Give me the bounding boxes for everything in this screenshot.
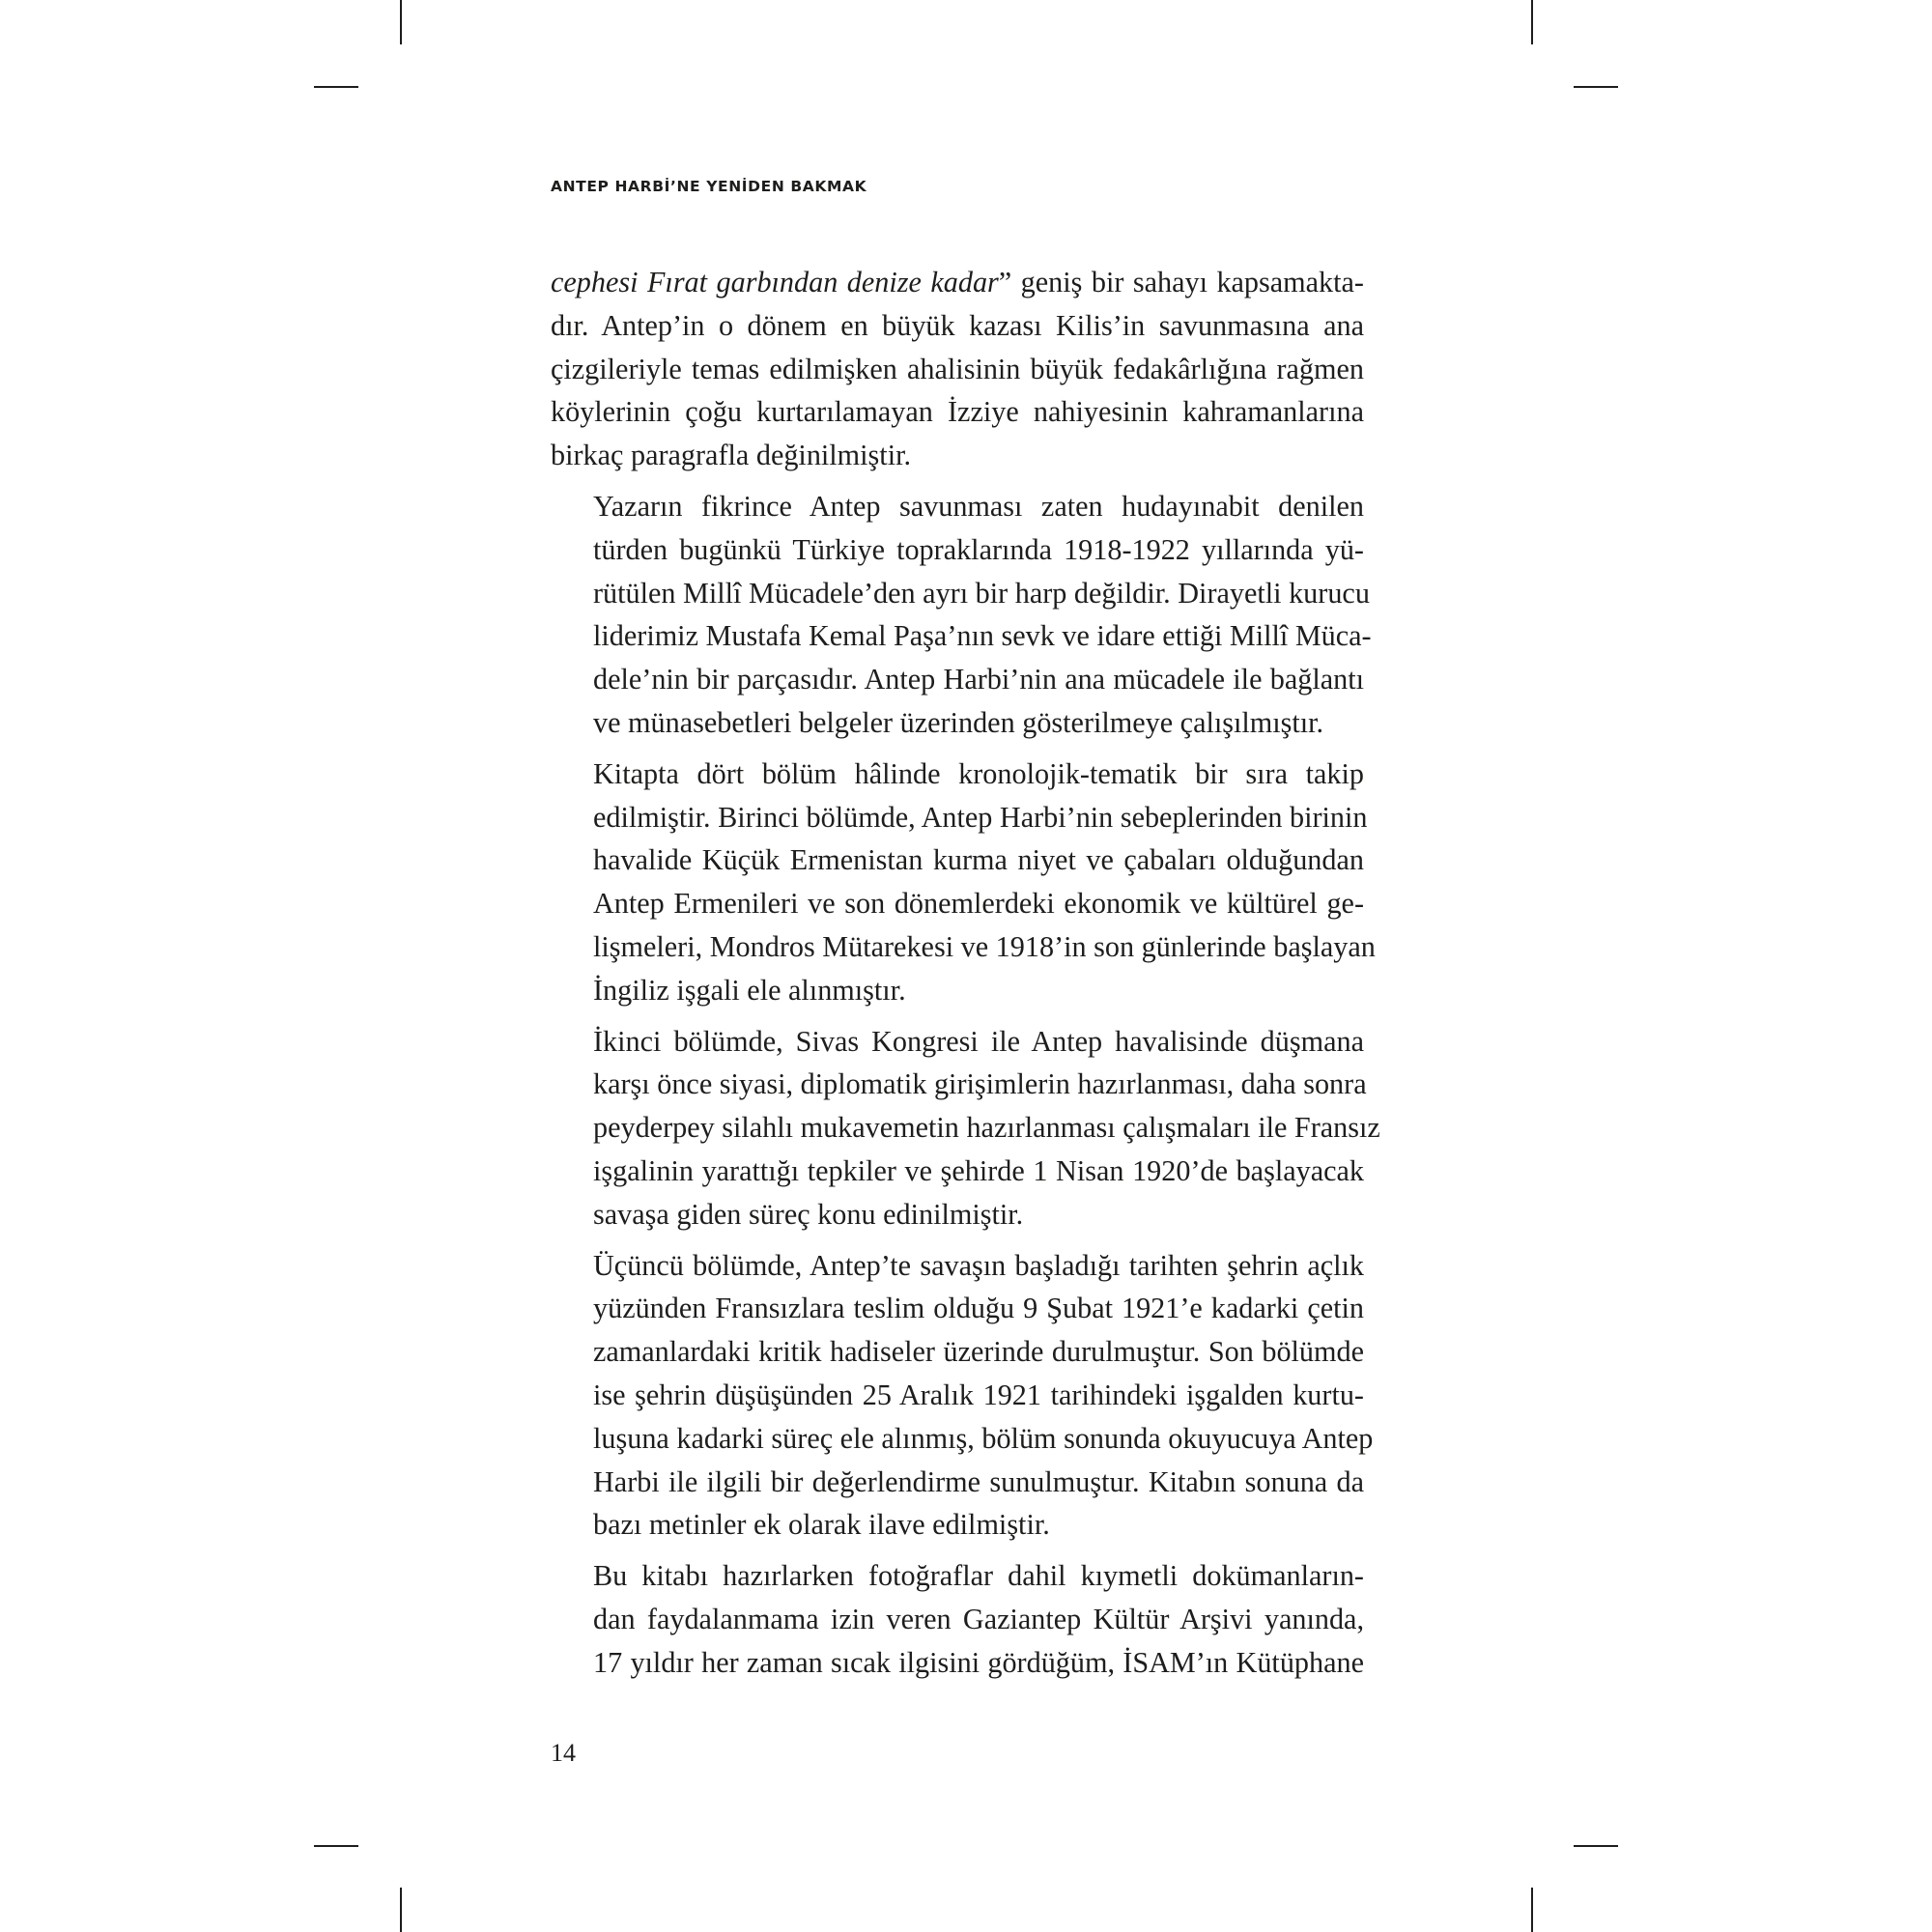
text-line (551, 753, 1364, 796)
line-text: ise şehrin düşüşünden 25 Aralık 1921 tarihindeki işgalden kurtu- (593, 1378, 1364, 1411)
line-text: zamanlardaki kritik hadiseler üzerinde durulmuştur. Son bölümde (593, 1335, 1364, 1369)
text-line (551, 1554, 1364, 1598)
line-text: ve münasebetleri belgeler üzerinden gösterilmeye çalışılmıştır. (593, 705, 1324, 739)
crop-mark-right-top (1574, 86, 1618, 88)
line-text: lişmeleri, Mondros Mütarekesi ve 1918’in son günlerinde başlayan (593, 929, 1376, 963)
line-text: işgalinin yarattığı tepkiler ve şehirde 1 Nisan 1920’de başlayacak (593, 1153, 1364, 1187)
line-text: dan faydalanmama izin veren Gaziantep Kültür Arşivi yanında, (593, 1602, 1364, 1635)
paragraph (551, 753, 1376, 1012)
text-line (551, 882, 1364, 925)
text-line (551, 1063, 1367, 1106)
crop-mark-left-top (314, 86, 358, 88)
text-line (551, 1598, 1364, 1641)
text-line (551, 796, 1368, 839)
text-line (551, 658, 1364, 701)
line-text: luşuna kadarki süreç ele alınmış, bölüm sonunda okuyucuya Antep (593, 1421, 1374, 1455)
line-text: bazı metinler ek olarak ilave edilmiştir. (593, 1508, 1050, 1542)
body-text (551, 261, 1380, 1692)
line-text: havalide Küçük Ermenistan kurma niyet ve çabaları olduğundan (593, 843, 1364, 877)
line-text: dele’nin bir parçasıdır. Antep Harbi’nin ana mücadele ile bağlantı (593, 663, 1364, 696)
line-text: rütülen Millî Mücadele’den ayrı bir harp değildir. Dirayetli kurucu (593, 576, 1370, 610)
line-text: liderimiz Mustafa Kemal Paşa’nın sevk ve idare ettiği Millî Mücа- (593, 619, 1372, 653)
paragraph (551, 1020, 1380, 1236)
text-line (551, 1461, 1364, 1504)
text-line (551, 1150, 1364, 1193)
italic-quote: cephesi Fırat garbından denize kadar (551, 266, 999, 298)
text-line (551, 1417, 1374, 1461)
crop-mark-top-right (1531, 0, 1533, 44)
running-head: ANTEP HARBİ’NE YENİDEN BAKMAK (551, 178, 867, 195)
line-text: türden bugünkü Türkiye topraklarında 1918-1922 yıllarında yü- (593, 532, 1364, 566)
line-text: köylerinin çoğu kurtarılamayan İzziye nahiyesinin kahramanlarına (551, 395, 1364, 429)
text-line (551, 1106, 1380, 1150)
line-text: Harbi ile ilgili bir değerlendirme sunulmuştur. Kitabın sonuna da (593, 1464, 1364, 1498)
page-number: 14 (551, 1739, 576, 1767)
line-text: Antep Ermenileri ve son dönemlerdeki ekonomik ve kültürel ge- (593, 887, 1364, 921)
line-text: 17 yıldır her zaman sıcak ilgisini gördüğüm, İSAM’ın Kütüphane (593, 1645, 1364, 1679)
paragraph (551, 1244, 1374, 1548)
text-line (551, 528, 1364, 572)
text-line (551, 304, 1364, 348)
line-text: Yazarın fikrince Antep savunması zaten hudayınabit denilen (593, 489, 1364, 523)
text-line (551, 1020, 1364, 1064)
text-line (551, 614, 1372, 658)
line-text: karşı önce siyasi, diplomatik girişimlerin hazırlanması, daha sonra (593, 1067, 1367, 1101)
text-line (551, 1641, 1364, 1685)
line-text: ” geniş bir sahayı kapsamakta- (998, 266, 1364, 298)
text-line (551, 838, 1364, 882)
text-line (551, 390, 1364, 434)
text-line (551, 925, 1376, 969)
text-line (551, 434, 1364, 477)
crop-mark-bottom-right (1531, 1888, 1533, 1932)
line-text: İkinci bölümde, Sivas Kongresi ile Antep havalisinde düşmana (593, 1024, 1364, 1058)
text-line (551, 572, 1370, 615)
crop-mark-right-bottom (1574, 1845, 1618, 1847)
line-text: Kitapta dört bölüm hâlinde kronolojik-tematik bir sıra takip (593, 756, 1364, 790)
line-text: birkaç paragrafla değinilmiştir. (551, 439, 912, 472)
text-line (551, 1287, 1364, 1330)
paragraph (551, 485, 1372, 745)
line-text: Bu kitabı hazırlarken fotoğraflar dahil kıymetli dokümanların- (593, 1559, 1364, 1593)
line-text: savaşa giden süreç konu edinilmiştir. (593, 1197, 1024, 1231)
crop-mark-left-bottom (314, 1845, 358, 1847)
line-text: yüzünden Fransızlara teslim olduğu 9 Şubat 1921’e kadarki çetin (593, 1292, 1364, 1325)
line-text: peyderpey silahlı mukavemetin hazırlanması çalışmaları ile Fransız (593, 1111, 1380, 1145)
text-line (551, 969, 1364, 1012)
text-line (551, 1330, 1364, 1374)
text-line (551, 701, 1364, 745)
paragraph (551, 261, 1364, 477)
text-line (551, 1244, 1364, 1288)
line-text: Üçüncü bölümde, Antep’te savaşın başladığı tarihten şehrin açlık (593, 1248, 1364, 1282)
crop-mark-top-left (400, 0, 402, 44)
line-text: çizgileriyle temas edilmişken ahalisinin büyük fedakârlığına rağmen (551, 352, 1364, 385)
paragraph (551, 1554, 1364, 1684)
line-text: dır. Antep’in o dönem en büyük kazası Kilis’in savunmasına ana (551, 308, 1364, 342)
text-line (551, 261, 1364, 304)
crop-mark-bottom-left (400, 1888, 402, 1932)
text-line (551, 1193, 1364, 1236)
text-line (551, 1374, 1364, 1417)
line-text: İngiliz işgali ele alınmıştır. (593, 973, 906, 1007)
line-text: edilmiştir. Birinci bölümde, Antep Harbi’nin sebeplerinden birinin (593, 800, 1368, 834)
text-line (551, 485, 1364, 528)
text-line (551, 1503, 1364, 1547)
text-line (551, 348, 1364, 391)
